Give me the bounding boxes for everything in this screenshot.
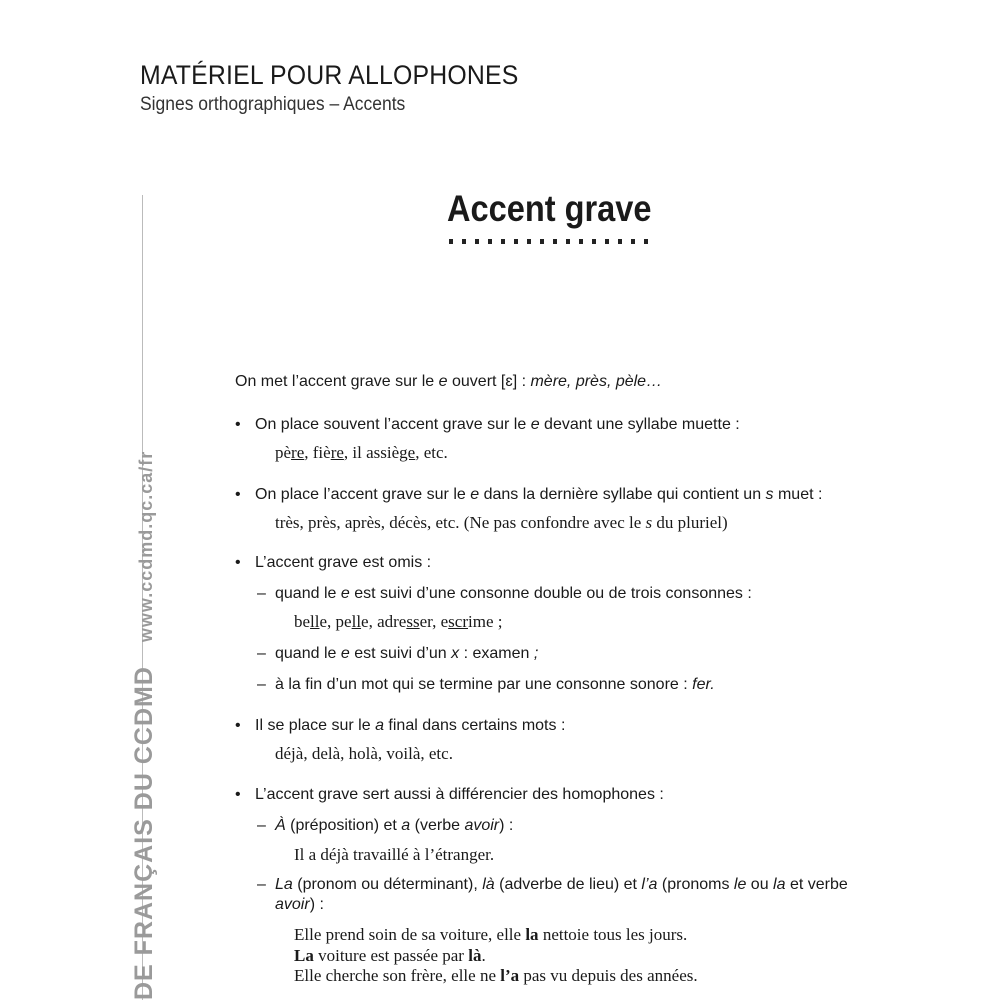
rule3-sub1-text: quand le e est suivi d’une consonne double ou de trois consonnes : bbox=[275, 585, 752, 602]
rule5-sub2-example-3: Elle cherche son frère, elle ne l’a pas vu depuis des années. bbox=[294, 966, 698, 985]
side-watermark bbox=[130, 451, 159, 1000]
side-url[interactable]: www.ccdmd.qc.ca/fr bbox=[136, 450, 156, 643]
rule5-sub1-text: À (préposition) et a (verbe avoir) : bbox=[275, 817, 514, 834]
bullet: • bbox=[235, 554, 241, 571]
rule4-example: déjà, delà, holà, voilà, etc. bbox=[275, 744, 453, 763]
dash: – bbox=[257, 585, 266, 602]
rule5-text: L’accent grave sert aussi à différencier des homophones : bbox=[255, 786, 664, 803]
intro-line: On met l’accent grave sur le e ouvert [ɛ] : mère, près, pèle… bbox=[235, 373, 663, 390]
rule5-sub2-text: La (pronom ou déterminant), là (adverbe de lieu) et l’a (pronoms le ou la et verbe bbox=[275, 876, 848, 893]
header-title: MATÉRIEL POUR ALLOPHONES bbox=[140, 60, 519, 90]
rule5-sub1-example: Il a déjà travaillé à l’étranger. bbox=[294, 845, 495, 864]
rule3-sub2-text: quand le e est suivi d’un x : examen ; bbox=[275, 645, 539, 662]
rule3-sub1-example: belle, pelle, adresser, escrime ; bbox=[294, 612, 503, 631]
title-dotted-underline bbox=[449, 236, 651, 248]
rule2-example: très, près, après, décès, etc. (Ne pas confondre avec le s du pluriel) bbox=[275, 513, 728, 532]
rule5-sub2-example-2: La voiture est passée par là. bbox=[294, 946, 486, 965]
dash: – bbox=[257, 876, 266, 893]
bullet: • bbox=[235, 717, 241, 734]
bullet: • bbox=[235, 786, 241, 803]
bullet: • bbox=[235, 486, 241, 503]
rule5-sub2-text-cont: avoir) : bbox=[275, 896, 324, 913]
rule1-text: On place souvent l’accent grave sur le e devant une syllabe muette : bbox=[255, 416, 740, 433]
rule1-example: père, fière, il assiège, etc. bbox=[275, 443, 448, 462]
rule3-sub3-text: à la fin d’un mot qui se termine par une consonne sonore : fer. bbox=[275, 676, 715, 693]
side-org-name: DE FRANÇAIS DU CCDMD bbox=[130, 666, 158, 1000]
bullet: • bbox=[235, 416, 241, 433]
dash: – bbox=[257, 676, 266, 693]
rule2-text: On place l’accent grave sur le e dans la dernière syllabe qui contient un s muet : bbox=[255, 486, 823, 503]
page-title: Accent grave bbox=[447, 188, 652, 229]
header-subtitle: Signes orthographiques – Accents bbox=[140, 94, 406, 115]
rule3-text: L’accent grave est omis : bbox=[255, 554, 432, 571]
dash: – bbox=[257, 817, 266, 834]
dash: – bbox=[257, 645, 266, 662]
rule5-sub2-example-1: Elle prend soin de sa voiture, elle la nettoie tous les jours. bbox=[294, 925, 688, 944]
rule4-text: Il se place sur le a final dans certains mots : bbox=[255, 717, 566, 734]
